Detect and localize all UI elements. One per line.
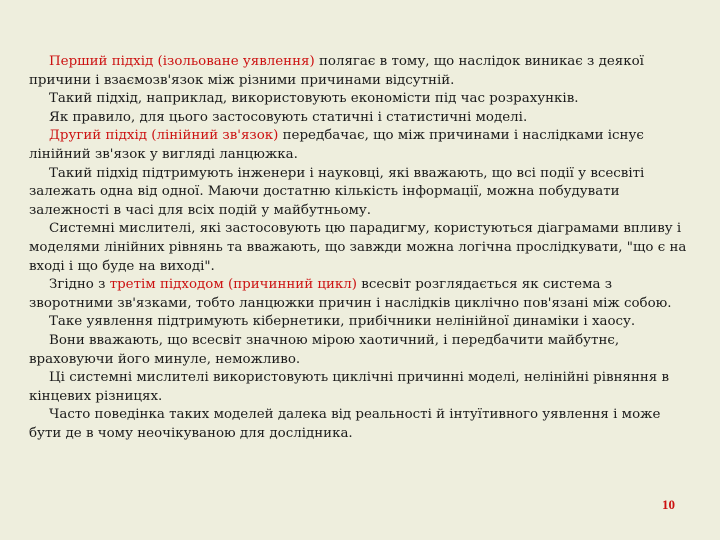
paragraph: [29, 90, 691, 109]
paragraph: [29, 313, 691, 332]
text-run: Системні мислителі, які застосовують цю парадигму, користуються діаграмами впливу і моделями лінійних рівнянь та вважають, що завжди можна логічна прослідкувати, "що є на вході і що буде на виході".: [29, 221, 687, 274]
paragraph: [29, 109, 691, 128]
text-run: Часто поведінка таких моделей далека від реальності й інтуїтивного уявлення і може бути де в чому неочікуваною для дослідника.: [29, 407, 661, 441]
text-run: Такий підхід підтримують інженери і науковці, які вважають, що всі події у всесвіті залежать одна від одної. Маючи достатню кількість інформації, можна побудувати залежності в часі для всіх подій у майбутньому.: [29, 165, 645, 218]
paragraph: [29, 406, 691, 443]
text-run: всесвіт розглядається як система з зворотними зв'язками, тобто ланцюжки причин і наслідків циклічно пов'язані між собою.: [29, 277, 672, 311]
page-number: 10: [662, 497, 675, 512]
paragraph: [29, 220, 691, 276]
text-run: передбачає, що між причинами і наслідками існує лінійний зв'язок у вигляді ланцюжка.: [29, 128, 644, 162]
paragraph: [29, 127, 691, 164]
text-run: Вони вважають, що всесвіт значною мірою хаотичний, і передбачити майбутнє, враховуючи його минуле, неможливо.: [29, 332, 620, 367]
paragraph: [29, 369, 691, 406]
paragraph: [29, 332, 691, 369]
highlighted-term: Перший підхід (ізольоване уявлення): [49, 54, 315, 69]
text-run: Як правило, для цього застосовують статичні і статистичні моделі.: [49, 109, 528, 125]
text-run: Згідно з: [49, 277, 110, 293]
text-run: Такий підхід, наприклад, використовують економісти під час розрахунків.: [49, 91, 579, 107]
text-run: Таке уявлення підтримують кібернетики, прибічники нелінійної динаміки і хаосу.: [49, 314, 636, 330]
slide-text-block: [29, 53, 691, 443]
paragraph: [29, 53, 691, 90]
paragraph: [29, 165, 691, 221]
paragraph: [29, 276, 691, 313]
text-run: полягає в тому, що наслідок виникає з деякої причини і взаємозв'язок між різними причинами відсутній.: [29, 54, 644, 88]
highlighted-term: Другий підхід (лінійний зв'язок): [49, 128, 279, 144]
text-run: Ці системні мислителі використовують циклічні причинні моделі, нелінійні рівняння в кінцевих різницях.: [29, 370, 670, 404]
highlighted-term: третім підходом (причинний цикл): [109, 277, 358, 293]
